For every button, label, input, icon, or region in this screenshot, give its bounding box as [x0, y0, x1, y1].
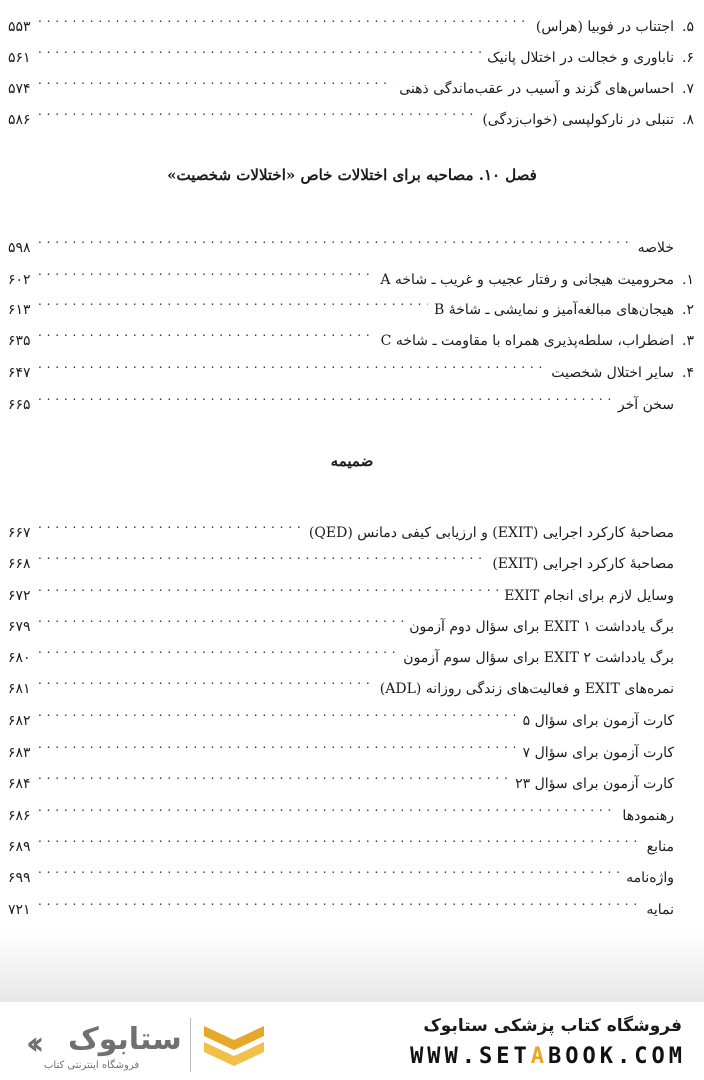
dot-leader [38, 605, 403, 631]
entry-page: ۵۹۸ [8, 240, 31, 256]
entry-number: ۳. [682, 333, 694, 349]
dot-leader [38, 319, 375, 345]
store-url[interactable] [410, 1044, 686, 1069]
toc-entry[interactable] [6, 351, 694, 381]
entry-page: ۶۰۲ [8, 272, 31, 288]
entry-page: ۶۸۶ [8, 808, 31, 824]
entry-number: ۸. [682, 112, 694, 128]
footer-shade [0, 930, 704, 1002]
double-chevron-icon: ‹‹ [26, 1024, 37, 1062]
logo-divider [190, 1018, 191, 1072]
dot-leader [38, 98, 476, 124]
entry-page: ۶۸۴ [8, 776, 31, 792]
dot-leader [38, 258, 374, 284]
toc-entry[interactable] [6, 856, 694, 886]
entry-page: ۶۸۳ [8, 745, 31, 761]
entry-title: برگ یادداشت ۱ EXIT برای سؤال دوم آزمون [409, 619, 674, 635]
entry-title: خلاصه [637, 240, 674, 256]
entry-title: ناباوری و خجالت در اختلال پانیک [487, 50, 674, 66]
entry-page: ۶۸۲ [8, 713, 31, 729]
entry-page: ۶۸۱ [8, 681, 31, 697]
entry-title: کارت آزمون برای سؤال ۲۳ [515, 776, 674, 792]
entry-title: سایر اختلال شخصیت [551, 365, 674, 381]
toc-entry[interactable] [6, 762, 694, 792]
toc-entry[interactable] [6, 636, 694, 666]
store-name: فروشگاه کتاب پزشکی ستابوک [423, 1016, 682, 1036]
entry-page: ۶۸۹ [8, 839, 31, 855]
dot-leader [38, 794, 616, 820]
logo-subtitle: فروشگاه اینترنتی کتاب [44, 1060, 140, 1071]
entry-page: ۷۲۱ [8, 902, 31, 918]
entry-title: واژه‌نامه [626, 870, 674, 886]
toc-entry[interactable] [6, 5, 694, 35]
toc-entry[interactable] [6, 67, 694, 97]
setabook-logo[interactable] [20, 1016, 270, 1076]
toc-entry[interactable] [6, 542, 694, 572]
entry-page: ۶۱۳ [8, 302, 31, 318]
dot-leader [38, 226, 632, 252]
entry-page: ۶۸۰ [8, 650, 31, 666]
entry-number: ۲. [682, 302, 694, 318]
entry-number: ۷. [682, 81, 694, 97]
dot-leader [38, 67, 393, 93]
dot-leader [38, 351, 545, 377]
entry-page: ۵۷۴ [8, 81, 31, 97]
toc-entry[interactable] [6, 605, 694, 635]
entry-number: ۵. [682, 19, 694, 35]
store-footer [0, 1002, 704, 1080]
toc-entry[interactable] [6, 98, 694, 128]
toc-entry[interactable] [6, 319, 694, 349]
toc-entry[interactable] [6, 36, 694, 66]
toc-entry[interactable] [6, 731, 694, 761]
entry-number: ۱. [682, 272, 694, 288]
dot-leader [38, 888, 640, 914]
entry-title: سخن آخر [617, 397, 674, 413]
entry-title: محرومیت هیجانی و رفتار عجیب و غریب ـ شاخه A [380, 272, 674, 288]
dot-leader [38, 36, 481, 62]
entry-title: برگ یادداشت ۲ EXIT برای سؤال سوم آزمون [403, 650, 674, 666]
dot-leader [38, 5, 530, 31]
book-stack-icon [200, 1018, 268, 1074]
appendix-heading: ضمیمه [330, 452, 374, 470]
entry-title: احساس‌های گزند و آسیب در عقب‌ماندگی ذهنی [399, 81, 674, 97]
toc-entry[interactable] [6, 258, 694, 288]
toc-entry[interactable] [6, 794, 694, 824]
entry-page: ۶۷۹ [8, 619, 31, 635]
entry-title: کارت آزمون برای سؤال ۷ [522, 745, 674, 761]
dot-leader [38, 636, 397, 662]
entry-title: اجتناب در فوبیا (هراس) [535, 19, 674, 35]
entry-number: ۴. [682, 365, 694, 381]
entry-page: ۶۴۷ [8, 365, 31, 381]
entry-number: ۶. [682, 50, 694, 66]
entry-title: نمایه [646, 902, 674, 918]
entry-title: مصاحبهٔ کارکرد اجرایی (EXIT) [492, 556, 674, 572]
dot-leader [38, 667, 374, 693]
toc-entry[interactable] [6, 226, 694, 256]
entry-title: تنبلی در نارکولپسی (خواب‌زدگی) [482, 112, 674, 128]
entry-title: کارت آزمون برای سؤال ۵ [522, 713, 674, 729]
toc-entry[interactable] [6, 699, 694, 729]
toc-entry[interactable] [6, 511, 694, 541]
entry-page: ۵۶۱ [8, 50, 31, 66]
toc-entry[interactable] [6, 288, 694, 318]
entry-page: ۵۵۳ [8, 19, 31, 35]
entry-page: ۶۹۹ [8, 870, 31, 886]
dot-leader [38, 542, 486, 568]
entry-page: ۶۶۷ [8, 525, 31, 541]
entry-page: ۶۶۵ [8, 397, 31, 413]
toc-entry[interactable] [6, 667, 694, 697]
entry-title: اضطراب، سلطه‌پذیری همراه با مقاومت ـ شاخه C [380, 333, 674, 349]
url-part-2: BOOK.COM [548, 1044, 686, 1069]
entry-title: رهنمودها [622, 808, 674, 824]
logo-wordmark: ستابوک [68, 1022, 182, 1057]
toc-entry[interactable] [6, 574, 694, 604]
dot-leader [38, 731, 517, 757]
entry-page: ۶۳۵ [8, 333, 31, 349]
dot-leader [38, 383, 612, 409]
entry-title: منابع [646, 839, 674, 855]
dot-leader [38, 856, 620, 882]
entry-title: مصاحبهٔ کارکرد اجرایی (EXIT) و ارزیابی کیفی دمانس (QED) [308, 525, 674, 541]
toc-entry[interactable] [6, 888, 694, 918]
url-part-1: WWW.SET [410, 1044, 531, 1069]
dot-leader [38, 762, 509, 788]
toc-entry[interactable] [6, 825, 694, 855]
entry-title: وسایل لازم برای انجام EXIT [504, 588, 674, 604]
dot-leader [38, 699, 517, 725]
dot-leader [38, 288, 428, 314]
dot-leader [38, 574, 498, 600]
entry-title: هیجان‌های مبالغه‌آمیز و نمایشی ـ شاخهٔ B [434, 302, 674, 318]
chapter-heading: فصل ۱۰. مصاحبه برای اختلالات خاص «اختلالات شخصیت» [167, 166, 537, 184]
entry-page: ۶۷۲ [8, 588, 31, 604]
entry-page: ۶۶۸ [8, 556, 31, 572]
toc-entry[interactable] [6, 383, 694, 413]
dot-leader [38, 825, 641, 851]
entry-page: ۵۸۶ [8, 112, 31, 128]
entry-title: نمره‌های EXIT و فعالیت‌های زندگی روزانه (ADL) [379, 681, 674, 697]
dot-leader [38, 511, 303, 537]
url-highlight: A [530, 1044, 549, 1069]
